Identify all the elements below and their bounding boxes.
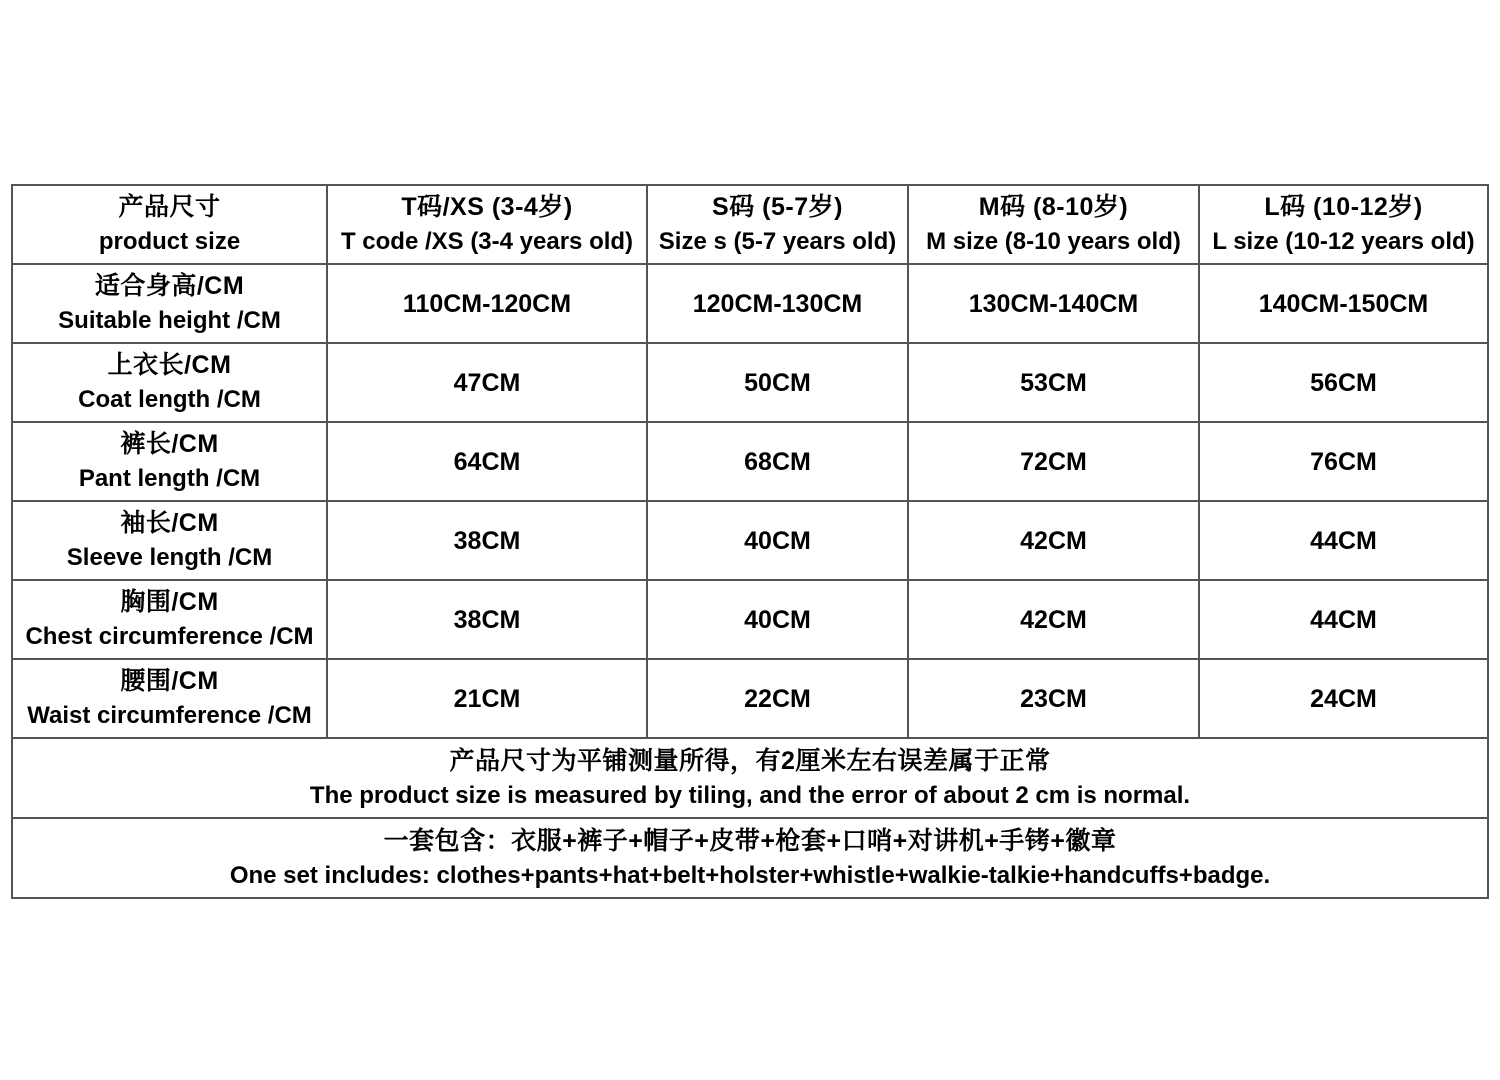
- cell-chest-s: [647, 580, 908, 659]
- header-row: [12, 185, 1488, 264]
- cell-coat-m: [908, 343, 1199, 422]
- row-chest-circumference: [12, 580, 1488, 659]
- cell-value: 53CM: [1020, 368, 1087, 397]
- cell-value: 140CM-150CM: [1258, 289, 1429, 318]
- row-label-zh: 腰围/CM: [120, 667, 219, 695]
- header-cell-size-s: [647, 185, 908, 264]
- cell-value: 44CM: [1310, 605, 1377, 634]
- cell-value: 50CM: [744, 368, 811, 397]
- row-label-chest-circumference: [12, 580, 327, 659]
- cell-value: 72CM: [1020, 447, 1087, 476]
- header-size-m-zh: M码 (8-10岁): [978, 193, 1129, 221]
- cell-waist-l: [1199, 659, 1488, 738]
- cell-value: 56CM: [1310, 368, 1377, 397]
- row-measurement-note: [12, 738, 1488, 818]
- cell-height-l: [1199, 264, 1488, 343]
- cell-value: 22CM: [744, 684, 811, 713]
- row-pant-length: [12, 422, 1488, 501]
- row-label-zh: 适合身高/CM: [94, 272, 245, 300]
- row-sleeve-length: [12, 501, 1488, 580]
- cell-value: 76CM: [1310, 447, 1377, 476]
- header-cell-size-t: [327, 185, 647, 264]
- header-size-l-en: L size (10-12 years old): [1212, 228, 1475, 255]
- cell-coat-l: [1199, 343, 1488, 422]
- header-size-t-en: T code /XS (3-4 years old): [340, 228, 634, 255]
- cell-pant-t: [327, 422, 647, 501]
- cell-coat-s: [647, 343, 908, 422]
- row-label-pant-length: [12, 422, 327, 501]
- row-coat-length: [12, 343, 1488, 422]
- cell-value: 68CM: [744, 447, 811, 476]
- measurement-note-cell: [12, 738, 1488, 818]
- header-cell-size-m: [908, 185, 1199, 264]
- cell-chest-l: [1199, 580, 1488, 659]
- cell-height-s: [647, 264, 908, 343]
- cell-value: 21CM: [453, 684, 521, 713]
- cell-value: 40CM: [744, 605, 811, 634]
- measurement-note-en: The product size is measured by tiling, and the error of about 2 cm is normal.: [309, 781, 1191, 809]
- cell-pant-l: [1199, 422, 1488, 501]
- cell-value: 64CM: [453, 447, 521, 476]
- cell-sleeve-m: [908, 501, 1199, 580]
- set-includes-en: One set includes: clothes+pants+hat+belt+holster+whistle+walkie-talkie+handcuffs+badge.: [229, 861, 1271, 889]
- measurement-note-zh: 产品尺寸为平铺测量所得，有2厘米左右误差属于正常: [449, 746, 1051, 775]
- cell-waist-t: [327, 659, 647, 738]
- row-label-en: Chest circumference /CM: [25, 623, 314, 650]
- cell-sleeve-l: [1199, 501, 1488, 580]
- row-set-includes: [12, 818, 1488, 898]
- cell-value: 24CM: [1310, 684, 1377, 713]
- cell-value: 120CM-130CM: [692, 289, 863, 318]
- header-size-s-zh: S码 (5-7岁): [712, 193, 843, 221]
- cell-sleeve-t: [327, 501, 647, 580]
- row-label-en: Suitable height /CM: [58, 307, 281, 334]
- row-label-zh: 上衣长/CM: [107, 351, 232, 379]
- cell-value: 130CM-140CM: [968, 289, 1139, 318]
- header-size-m-en: M size (8-10 years old): [926, 228, 1181, 255]
- cell-coat-t: [327, 343, 647, 422]
- header-size-l-zh: L码 (10-12岁): [1264, 193, 1423, 221]
- cell-value: 110CM-120CM: [402, 289, 572, 318]
- cell-value: 23CM: [1020, 684, 1087, 713]
- set-includes-zh: 一套包含：衣服+裤子+帽子+皮带+枪套+口哨+对讲机+手铐+徽章: [383, 826, 1117, 855]
- size-table: [11, 184, 1489, 899]
- cell-chest-t: [327, 580, 647, 659]
- row-label-en: Waist circumference /CM: [27, 702, 312, 729]
- cell-height-t: [327, 264, 647, 343]
- row-label-en: Pant length /CM: [78, 465, 261, 492]
- cell-waist-s: [647, 659, 908, 738]
- row-label-en: Coat length /CM: [78, 386, 261, 413]
- row-waist-circumference: [12, 659, 1488, 738]
- header-size-s-en: Size s (5-7 years old): [658, 228, 897, 255]
- header-product-size-en: product size: [98, 228, 241, 255]
- cell-value: 40CM: [744, 526, 811, 555]
- cell-sleeve-s: [647, 501, 908, 580]
- cell-value: 42CM: [1020, 526, 1087, 555]
- set-includes-cell: [12, 818, 1488, 898]
- header-size-t-zh: T码/XS (3-4岁): [401, 193, 573, 221]
- row-label-zh: 裤长/CM: [120, 430, 219, 458]
- row-label-zh: 胸围/CM: [120, 588, 219, 616]
- cell-value: 47CM: [453, 368, 521, 397]
- header-product-size-zh: 产品尺寸: [118, 193, 221, 221]
- cell-value: 44CM: [1310, 526, 1377, 555]
- row-label-en: Sleeve length /CM: [66, 544, 273, 571]
- row-label-zh: 袖长/CM: [120, 509, 219, 537]
- cell-waist-m: [908, 659, 1199, 738]
- cell-pant-s: [647, 422, 908, 501]
- row-suitable-height: [12, 264, 1488, 343]
- row-label-coat-length: [12, 343, 327, 422]
- cell-value: 38CM: [453, 605, 521, 634]
- cell-value: 42CM: [1020, 605, 1087, 634]
- cell-value: 38CM: [453, 526, 521, 555]
- row-label-waist-circumference: [12, 659, 327, 738]
- row-label-suitable-height: [12, 264, 327, 343]
- header-cell-size-l: [1199, 185, 1488, 264]
- cell-height-m: [908, 264, 1199, 343]
- cell-pant-m: [908, 422, 1199, 501]
- cell-chest-m: [908, 580, 1199, 659]
- header-cell-product-size: [12, 185, 327, 264]
- row-label-sleeve-length: [12, 501, 327, 580]
